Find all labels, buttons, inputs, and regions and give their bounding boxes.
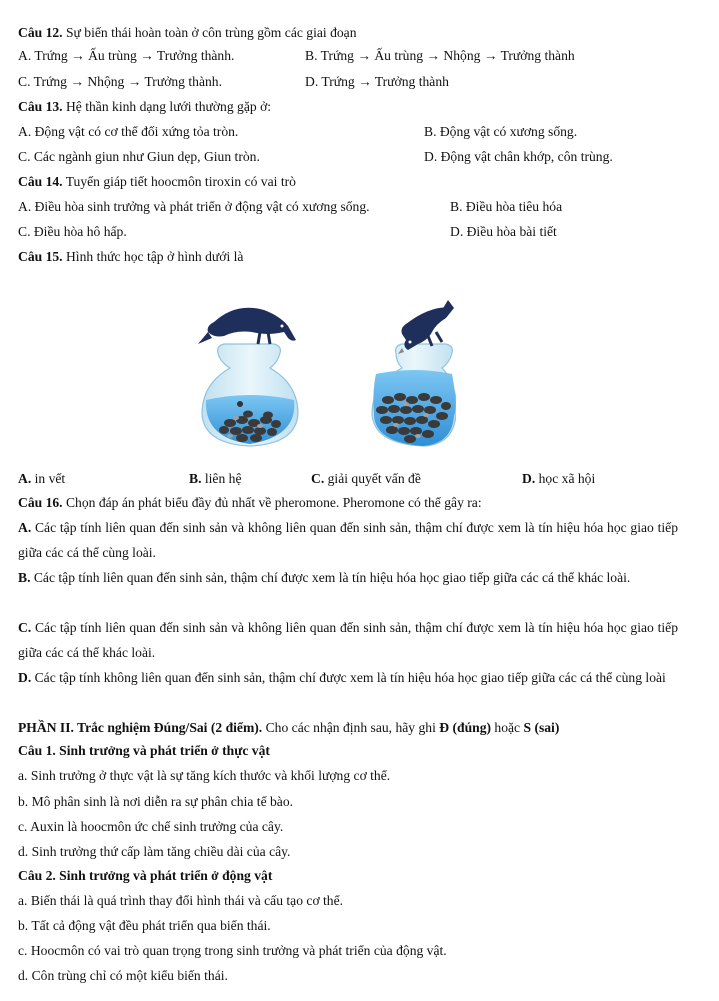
question-text: Sự biến thái hoàn toàn ở côn trùng gồm các giai đoạn xyxy=(62,25,357,40)
question-number: Câu 14. xyxy=(18,174,63,189)
option-c: C. Các tập tính liên quan đến sinh sản và không liên quan đến sinh sản, thậm chí được xem là tín hiệu hóa học giao tiếp giữa các cá thể khác loài. xyxy=(18,620,678,660)
question-number: Câu 15. xyxy=(18,249,63,264)
question-13-stem xyxy=(18,98,271,116)
option-c: C. Điều hòa hô hấp. xyxy=(18,224,127,239)
option-b: B. liên hệ xyxy=(189,471,242,486)
question-16-stem xyxy=(18,494,482,512)
option-c: C. Các ngành giun như Giun dẹp, Giun tròn. xyxy=(18,149,260,164)
option-a: A. Trứng → Ấu trùng → Trưởng thành. xyxy=(18,48,235,63)
question-number: Câu 16. xyxy=(18,495,63,510)
part-2-heading: PHẦN II. Trắc nghiệm Đúng/Sai (2 điểm). Cho các nhận định sau, hãy ghi Đ (đúng) hoặc S (sai) xyxy=(18,720,560,735)
option-d: D. Trứng → Trưởng thành xyxy=(305,74,449,89)
question-text: Tuyến giáp tiết hoocmôn tiroxin có vai trò xyxy=(62,174,296,189)
option-d: D. Điều hòa bài tiết xyxy=(450,224,557,239)
question-14-stem xyxy=(18,173,296,191)
section-2-title: Câu 2. Sinh trưởng và phát triển ở động vật xyxy=(18,868,273,883)
option-a: A. in vết xyxy=(18,471,66,486)
option-b: B. Động vật có xương sống. xyxy=(424,124,578,139)
option-c: C. giải quyết vấn đề xyxy=(311,471,421,486)
option-b: B. Các tập tính liên quan đến sinh sản, thậm chí được xem là tín hiệu hóa học giao tiếp giữa các cá thể khác loài. xyxy=(18,570,631,585)
statement-2d: d. Côn trùng chỉ có một kiểu biến thái. xyxy=(18,968,228,983)
right-jar xyxy=(372,344,456,446)
option-a: A. Động vật có cơ thể đối xứng tỏa tròn. xyxy=(18,124,239,139)
option-b: B. Điều hòa tiêu hóa xyxy=(450,199,563,214)
part-title: PHẦN II. Trắc nghiệm Đúng/Sai (2 điểm). xyxy=(18,720,263,735)
statement-1c: c. Auxin là hoocmôn ức chế sinh trưởng của cây. xyxy=(18,819,284,834)
question-text: Hình thức học tập ở hình dưới là xyxy=(62,249,244,264)
statement-2b: b. Tất cả động vật đều phát triển qua biến thái. xyxy=(18,918,271,933)
question-12-stem xyxy=(18,24,357,42)
option-a: A. Điều hòa sinh trưởng và phát triển ở động vật có xương sống. xyxy=(18,199,370,214)
option-a: A. Các tập tính liên quan đến sinh sản và không liên quan đến sinh sản, thậm chí được xem là tín hiệu hóa học giao tiếp giữa các cá thể cùng loài. xyxy=(18,520,678,560)
statement-2c: c. Hoocmôn có vai trò quan trọng trong sinh trưởng và phát triển của động vật. xyxy=(18,943,447,958)
statement-2a: a. Biến thái là quá trình thay đổi hình thái và cấu tạo cơ thể. xyxy=(18,893,344,908)
option-d: D. học xã hội xyxy=(522,471,596,486)
question-number: Câu 13. xyxy=(18,99,63,114)
question-number: Câu 12. xyxy=(18,25,63,40)
crow-pitcher-illustration xyxy=(196,296,456,454)
left-crow xyxy=(198,308,296,344)
section-1-title: Câu 1. Sinh trưởng và phát triển ở thực vật xyxy=(18,743,270,758)
question-text: Hệ thần kinh dạng lưới thường gặp ở: xyxy=(62,99,272,114)
left-jar xyxy=(202,344,298,446)
statement-1d: d. Sinh trưởng thứ cấp làm tăng chiều dài của cây. xyxy=(18,844,291,859)
option-d: D. Các tập tính không liên quan đến sinh sản, thậm chí được xem là tín hiệu hóa học giao tiếp giữa các cá thể cùng loài xyxy=(18,670,666,685)
option-b: B. Trứng → Ấu trùng → Nhộng → Trưởng thành xyxy=(305,48,575,63)
question-15-stem xyxy=(18,248,243,266)
statement-1a: a. Sinh trưởng ở thực vật là sự tăng kích thước và khối lượng cơ thể. xyxy=(18,768,391,783)
statement-1b: b. Mô phân sinh là nơi diễn ra sự phân chia tế bào. xyxy=(18,794,294,809)
option-c: C. Trứng → Nhộng → Trưởng thành. xyxy=(18,74,222,89)
question-text: Chọn đáp án phát biểu đầy đủ nhất về pheromone. Pheromone có thể gây ra: xyxy=(62,495,482,510)
option-d: D. Động vật chân khớp, côn trùng. xyxy=(424,149,613,164)
